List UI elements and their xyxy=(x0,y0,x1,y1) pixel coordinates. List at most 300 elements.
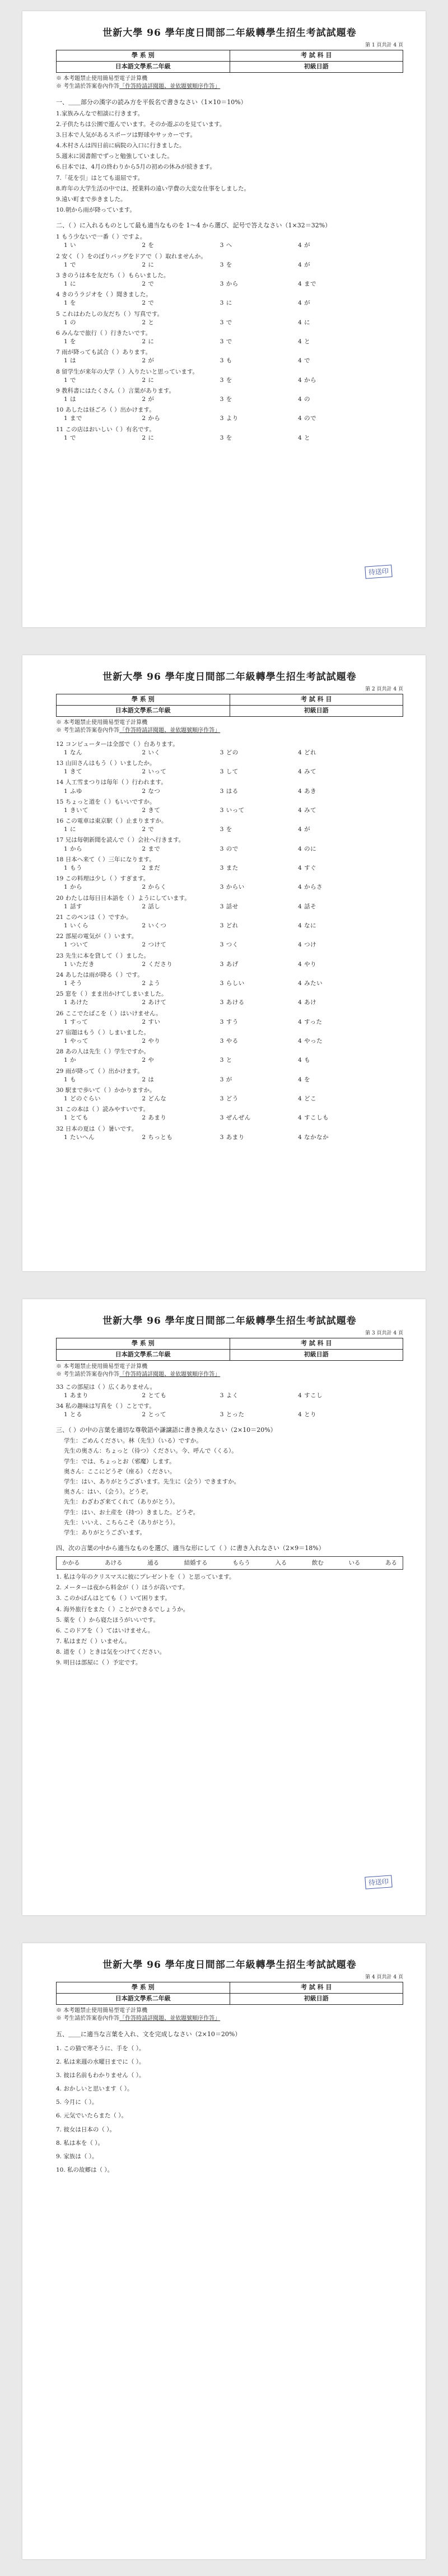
answer-option: 3 が xyxy=(220,1076,232,1083)
answer-option: 2 いくつ xyxy=(142,922,167,930)
subject-label: 考 試 科 目 xyxy=(230,1982,403,1994)
word-box xyxy=(56,1556,403,1570)
answer-option: 3 を xyxy=(220,434,232,441)
question: 10 あしたは昼ごろ（ ）出かけます。 xyxy=(56,407,155,414)
answer-option: 2 で xyxy=(142,281,155,288)
question: 4. 海外旅行をまた（ ）ことができるでしょうか。 xyxy=(56,1606,189,1613)
answer-option: 4 どれ xyxy=(298,749,317,756)
answer-option: 2 が xyxy=(142,357,155,365)
question: 26 ここでたばこを（ ）はいけません。 xyxy=(56,1010,162,1017)
answer-option: 1 から xyxy=(64,884,83,891)
note-2: ※ 考生請於答案卷內作答「作答時請詳閱題、並依題號順序作答」 xyxy=(56,2015,221,2022)
question: 4.木村さんは四日前に病院の入口に行きました。 xyxy=(56,142,185,150)
answer-option: 3 よく xyxy=(220,1392,239,1399)
question: 1. 私は今年のクリスマスに彼にプレゼントを（ ）と思っています。 xyxy=(56,1574,235,1581)
answer-option: 2 が xyxy=(142,396,155,403)
answer-option: 4 すこしも xyxy=(298,1114,329,1122)
answer-option: 1 か xyxy=(64,1057,77,1064)
answer-options xyxy=(64,960,403,968)
answer-options xyxy=(64,825,403,833)
question: 1 もう少ないで一番（ ）ですよ。 xyxy=(56,234,146,241)
question: 24 あしたは雨が降る（ ）です。 xyxy=(56,971,143,978)
answer-options xyxy=(64,357,403,365)
exam-page-1 xyxy=(22,11,426,627)
answer-option: 4 あき xyxy=(298,787,317,795)
question: 5. 薬を（ ）から寝たほうがいいです。 xyxy=(56,1616,159,1623)
answer-option: 3 から xyxy=(220,281,239,288)
dialogue-line: 学生：はい、ありがとうございます。先生に（会う）できますか。 xyxy=(64,1478,240,1485)
question: 2. メーターは夜から料金が（ ）ほうが高いです。 xyxy=(56,1584,189,1592)
answer-option: 4 みて xyxy=(298,806,317,814)
answer-options xyxy=(64,299,403,307)
note-1: ※ 本考題禁止使用簡易型電子計算機 xyxy=(56,719,148,726)
question: 7.「花を引」はとても退屈です。 xyxy=(56,174,144,181)
section-5-list xyxy=(56,2045,403,2174)
stamp: 待送印 xyxy=(365,1875,392,1889)
answer-option: 1 とても xyxy=(64,1114,89,1122)
answer-option: 2 まだ xyxy=(142,865,161,871)
question: 25 窓を（ ）まま出かけてしまいました。 xyxy=(56,991,167,998)
answer-option: 2 と xyxy=(142,319,155,326)
answer-option: 1 の xyxy=(64,319,77,326)
answer-options xyxy=(64,1114,403,1122)
answer-options xyxy=(64,845,403,853)
answer-option: 1 を xyxy=(64,338,77,346)
answer-option: 2 話し xyxy=(142,903,161,910)
answer-options xyxy=(64,1133,403,1141)
dept-label: 學 系 別 xyxy=(57,1982,230,1994)
answer-option: 2 に xyxy=(142,261,155,268)
dept-value: 日本語文學系二年級 xyxy=(57,61,230,72)
section-1-list xyxy=(56,110,403,214)
answer-option: 1 やって xyxy=(64,1038,89,1045)
answer-option: 1 どのぐらい xyxy=(64,1095,101,1103)
answer-option: 3 どの xyxy=(220,749,239,756)
answer-option: 4 みて xyxy=(298,768,317,776)
word: 結婚する xyxy=(184,1559,208,1566)
question: 34 私の趣味は写真を（ ）ことです。 xyxy=(56,1403,155,1410)
answer-options xyxy=(64,280,403,288)
answer-option: 2 あけて xyxy=(142,999,167,1006)
notes xyxy=(56,1363,403,1379)
dept-value: 日本語文學系二年級 xyxy=(57,1349,230,1360)
answer-options xyxy=(64,922,403,930)
subject-value: 初級日語 xyxy=(230,705,403,716)
answer-option: 2 きて xyxy=(142,806,161,814)
question: 23 先生に本を貸して（ ）ました。 xyxy=(56,952,150,959)
answer-option: 3 と xyxy=(220,1057,232,1064)
exam-title: 世新大學 96 學年度日間部二年級轉學生招生考試試題卷 xyxy=(102,1959,357,1971)
answer-option: 3 を xyxy=(220,376,232,384)
question: 8 留学生が来年の大学（ ）入りたいと思っています。 xyxy=(56,368,199,375)
answer-option: 1 を xyxy=(64,300,77,307)
subject-value: 初級日語 xyxy=(230,1993,403,2004)
subject-label: 考 試 科 目 xyxy=(230,50,403,62)
note-1: ※ 本考題禁止使用簡易型電子計算機 xyxy=(56,2007,148,2014)
answer-option: 2 に xyxy=(142,338,155,346)
answer-option: 4 と xyxy=(298,434,311,441)
answer-option: 1 から xyxy=(64,845,83,852)
answer-option: 1 あまり xyxy=(64,1392,89,1399)
answer-option: 3 して xyxy=(220,768,239,776)
dialogue-line: 学生：ごめんください。林（先生）（いる）ですか。 xyxy=(64,1438,202,1445)
question: 3. このかばんはとても（ ）いて困ります。 xyxy=(56,1595,171,1602)
answer-option: 3 いって xyxy=(220,806,245,814)
answer-option: 3 ので xyxy=(220,845,239,852)
question: 9. 明日は部屋に（ ）予定です。 xyxy=(56,1659,142,1667)
page-number: 第 2 頁共計 4 頁 xyxy=(365,686,403,692)
answer-option: 2 まで xyxy=(142,845,161,852)
answer-option: 3 より xyxy=(220,415,239,422)
question: 2 安く（ ）をのぼりバッグをドアで（ ）取れませんか。 xyxy=(56,253,207,260)
answer-option: 4 みたい xyxy=(298,980,323,987)
question: 2.子供たちは公園で遊んでいます。そのか遊ぶのを見ています。 xyxy=(56,120,226,128)
answer-option: 2 は xyxy=(142,1076,155,1083)
question: 17 兄は毎朝新聞を読んで（ ）会社へ行きます。 xyxy=(56,837,185,844)
section-2-list-cont xyxy=(56,740,403,1141)
page-number: 第 3 頁共計 4 頁 xyxy=(365,1330,403,1336)
answer-option: 2 で xyxy=(142,300,155,307)
answer-options xyxy=(64,998,403,1006)
answer-option: 3 どう xyxy=(220,1095,239,1103)
answer-option: 2 いく xyxy=(142,749,161,756)
answer-option: 3 に xyxy=(220,300,232,307)
answer-option: 1 たいへん xyxy=(64,1133,95,1141)
answer-option: 3 また xyxy=(220,865,239,871)
header-table xyxy=(56,50,403,73)
answer-option: 4 からさ xyxy=(298,884,323,891)
question: 9 教科書にはたくさん（ ）言葉があります。 xyxy=(56,387,175,394)
answer-option: 2 やり xyxy=(142,1038,161,1045)
question: 29 雨が降って（ ）出かけます。 xyxy=(56,1067,143,1075)
question: 8. 私は本を（ ）。 xyxy=(56,2139,104,2146)
question: 14 人工雪まつりは毎年（ ）行われます。 xyxy=(56,779,167,786)
answer-option: 2 からく xyxy=(142,884,167,891)
page-number: 第 4 頁共計 4 頁 xyxy=(365,1974,403,1980)
question: 4 きのうラジオを（ ）聞きました。 xyxy=(56,291,152,298)
answer-option: 1 で xyxy=(64,434,77,441)
answer-option: 2 で xyxy=(142,826,155,833)
answer-option: 2 よう xyxy=(142,980,161,987)
question: 6. このドアを（ ）てはいけません。 xyxy=(56,1627,154,1634)
dept-label: 學 系 別 xyxy=(57,694,230,706)
question: 12 コンピューターは全部で（ ）台あります。 xyxy=(56,740,179,748)
answer-options xyxy=(64,338,403,346)
word: かかる xyxy=(62,1559,80,1566)
answer-option: 4 の xyxy=(298,396,311,403)
question: 2. 私は来週の水曜日までに（ ）。 xyxy=(56,2058,145,2065)
answer-option: 1 話す xyxy=(64,903,83,910)
note-2: ※ 考生請於答案卷內作答「作答時請詳閱題、並依題號順序作答」 xyxy=(56,1371,221,1378)
answer-options xyxy=(64,806,403,814)
word: 飲む xyxy=(311,1559,324,1566)
question: 8. 道を（ ）ときは気をつけてください。 xyxy=(56,1649,166,1656)
answer-option: 1 きて xyxy=(64,768,83,776)
stamp: 待送印 xyxy=(365,564,392,578)
answer-option: 4 のに xyxy=(298,845,317,852)
subject-value: 初級日語 xyxy=(230,1349,403,1360)
answer-options xyxy=(64,903,403,911)
answer-option: 4 やった xyxy=(298,1038,323,1045)
answer-options xyxy=(64,1056,403,1064)
dialogue-line: 奥さん：はい、（会う）。どうぞ。 xyxy=(64,1488,152,1496)
word: もらう xyxy=(232,1559,250,1566)
section-3-title: 三、（ ）の中の言葉を適切な尊敬語や謙譲語に書き換えなさい（2×10＝20%） xyxy=(56,1426,277,1434)
answer-option: 4 と xyxy=(298,338,311,346)
answer-option: 4 あけ xyxy=(298,999,317,1006)
answer-option: 3 を xyxy=(220,396,232,403)
section-5-title: 五、＿＿に適当な言葉を入れ、文を完成しなさい（2×10＝20%） xyxy=(56,2030,241,2038)
subject-label: 考 試 科 目 xyxy=(230,1338,403,1350)
answer-option: 2 に xyxy=(142,376,155,384)
question: 30 駅まで歩いて（ ）かかりますか。 xyxy=(56,1086,156,1094)
answer-option: 1 あけた xyxy=(64,999,89,1006)
answer-option: 1 とる xyxy=(64,1411,83,1418)
answer-options xyxy=(64,434,403,442)
answer-option: 3 らしい xyxy=(220,980,245,987)
exam-title: 世新大學 96 學年度日間部二年級轉學生招生考試試題卷 xyxy=(102,27,357,39)
answer-option: 3 へ xyxy=(220,242,232,249)
answer-option: 4 が xyxy=(298,300,311,307)
answer-option: 1 で xyxy=(64,376,77,384)
word: あける xyxy=(105,1559,123,1566)
question: 21 このペンは（ ）ですか。 xyxy=(56,913,132,921)
note-2: ※ 考生請於答案卷內作答「作答時請詳閱題、並依題號順序作答」 xyxy=(56,727,221,734)
question: 9.遠い町まで歩きました。 xyxy=(56,195,127,203)
notes xyxy=(56,719,403,735)
answer-options xyxy=(64,1392,403,1399)
question: 3.日本で人気があるスポーツは野球やサッカーです。 xyxy=(56,131,197,138)
question: 1.家族みんなで相談に行きます。 xyxy=(56,110,144,117)
answer-options xyxy=(64,319,403,326)
answer-option: 4 すった xyxy=(298,1018,323,1025)
dialogue-line: 先生：わざわざ来てくれて（ありがとう）。 xyxy=(64,1499,179,1506)
answer-option: 3 で xyxy=(220,319,232,326)
page-number: 第 1 頁共計 4 頁 xyxy=(365,42,403,48)
notes xyxy=(56,75,403,91)
answer-options xyxy=(64,1411,403,1418)
question: 6. 元気でいたらまた（ ）。 xyxy=(56,2112,127,2120)
question: 5. 今月に（ ）。 xyxy=(56,2099,98,2106)
answer-option: 1 に xyxy=(64,281,77,288)
dialogue-line: 学生：はい、お土産を（持つ）きました。どうぞ。 xyxy=(64,1509,199,1516)
note-1: ※ 本考題禁止使用簡易型電子計算機 xyxy=(56,75,148,82)
section-2-list-end xyxy=(56,1383,403,1419)
header-table xyxy=(56,1982,403,2005)
word: ある xyxy=(385,1559,397,1566)
answer-option: 1 すって xyxy=(64,1018,88,1025)
answer-options xyxy=(64,1037,403,1045)
answer-options xyxy=(64,1076,403,1084)
answer-option: 4 すぐ xyxy=(298,865,317,871)
answer-option: 3 やる xyxy=(220,1038,239,1045)
question: 5 これはわたしの友だち（ ）写真です。 xyxy=(56,310,164,318)
answer-option: 3 を xyxy=(220,261,232,268)
question: 10.朝から雨が降っています。 xyxy=(56,207,136,214)
question: 18 日本へ来て（ ）三年になります。 xyxy=(56,856,155,863)
answer-option: 4 やり xyxy=(298,960,317,968)
exam-title: 世新大學 96 學年度日間部二年級轉學生招生考試試題卷 xyxy=(102,1315,357,1327)
answer-option: 4 とり xyxy=(298,1411,317,1418)
answer-option: 4 が xyxy=(298,261,311,268)
word: 通る xyxy=(147,1559,160,1566)
answer-option: 2 すい xyxy=(142,1018,161,1025)
question: 27 宿題はもう（ ）しまいました。 xyxy=(56,1029,150,1036)
notes xyxy=(56,2007,403,2023)
question: 7. 私はまだ（ ）いません。 xyxy=(56,1638,130,1645)
answer-option: 1 は xyxy=(64,396,77,403)
question: 22 部屋の電気が（ ）います。 xyxy=(56,933,138,940)
question: 20 わたしは毎日日本語を（ ）ようにしています。 xyxy=(56,894,190,902)
answer-option: 1 いくら xyxy=(64,922,89,930)
answer-option: 3 あける xyxy=(220,999,245,1006)
dept-value: 日本語文學系二年級 xyxy=(57,705,230,716)
question: 28 あの人は先生（ ）学生ですか。 xyxy=(56,1048,150,1056)
word: いる xyxy=(348,1559,361,1566)
answer-option: 2 に xyxy=(142,434,155,441)
answer-option: 4 話そ xyxy=(298,903,317,910)
answer-option: 1 は xyxy=(64,357,77,365)
subject-value: 初級日語 xyxy=(230,61,403,72)
question: 3. 彼は名前もわかりません（ ）。 xyxy=(56,2071,145,2079)
word: 入る xyxy=(275,1559,287,1566)
answer-option: 4 すこし xyxy=(298,1392,323,1399)
section-1-title: 一、＿＿部分の漢字の読み方を平仮名で書きなさい（1×10＝10%） xyxy=(56,98,247,106)
subject-label: 考 試 科 目 xyxy=(230,694,403,706)
answer-options xyxy=(64,1018,403,1026)
answer-option: 1 い xyxy=(64,242,77,249)
answer-option: 2 くださり xyxy=(142,960,173,968)
answer-option: 4 どこ xyxy=(298,1095,317,1103)
note-2: ※ 考生請於答案卷內作答「作答時請詳閱題、並依題號順序作答」 xyxy=(56,83,221,90)
answer-option: 3 で xyxy=(220,338,232,346)
answer-option: 2 なつ xyxy=(142,787,161,795)
question: 11 この店はおいしい（ ）有名です。 xyxy=(56,426,155,433)
answer-option: 4 つけ xyxy=(298,941,317,949)
answer-options xyxy=(64,1095,403,1103)
answer-option: 1 ふゆ xyxy=(64,787,83,795)
answer-options xyxy=(64,979,403,987)
answer-options xyxy=(64,864,403,872)
question: 15 ちょっと道を（ ）もいいですか。 xyxy=(56,798,156,805)
exam-page-3 xyxy=(22,1299,426,1915)
answer-options xyxy=(64,883,403,891)
answer-option: 2 を xyxy=(142,242,155,249)
question: 32 日本の夏は（ ）暑いです。 xyxy=(56,1125,138,1132)
dialogue-line: 先生：いいえ、こちらこそ（ありがとう）。 xyxy=(64,1519,179,1526)
answer-option: 2 どんな xyxy=(142,1095,167,1103)
answer-options xyxy=(64,941,403,949)
answer-option: 3 どれ xyxy=(220,922,239,930)
question: 10. 私の故郷は（ ）。 xyxy=(56,2167,114,2174)
section-2-title: 二、（ ）に入れるものとして最も適当なものを 1〜4 から選び、記号で答えなさい（1×32＝32%） xyxy=(56,222,332,230)
answer-option: 3 を xyxy=(220,826,232,833)
answer-option: 2 ちっとも xyxy=(142,1133,173,1141)
question: 33 この部屋は（ ）広くありません。 xyxy=(56,1383,156,1390)
dept-label: 學 系 別 xyxy=(57,50,230,62)
answer-options xyxy=(64,261,403,269)
answer-option: 1 も xyxy=(64,1076,77,1083)
answer-options xyxy=(64,749,403,757)
answer-option: 4 で xyxy=(298,357,311,365)
answer-options xyxy=(64,768,403,776)
answer-option: 4 を xyxy=(298,1076,311,1083)
question: 4. おかしいと思います（ ）。 xyxy=(56,2085,133,2093)
answer-option: 3 も xyxy=(220,357,232,365)
exam-title: 世新大學 96 學年度日間部二年級轉學生招生考試試題卷 xyxy=(102,671,357,683)
note-1: ※ 本考題禁止使用簡易型電子計算機 xyxy=(56,1363,148,1370)
answer-option: 2 とって xyxy=(142,1411,167,1418)
answer-option: 3 とった xyxy=(220,1411,245,1418)
answer-option: 1 きいて xyxy=(64,806,89,814)
question: 3 きのうは本を友だち（ ）もらいました。 xyxy=(56,272,170,279)
answer-option: 4 が xyxy=(298,826,311,833)
exam-page-4 xyxy=(22,1943,426,2559)
answer-option: 3 ぜんぜん xyxy=(220,1114,251,1122)
answer-option: 4 が xyxy=(298,242,311,249)
answer-options xyxy=(64,376,403,384)
answer-option: 2 や xyxy=(142,1057,155,1064)
question: 19 この料理は少し（ ）すぎます。 xyxy=(56,875,150,883)
question: 1. この猫で寒そうに、手を（ ）。 xyxy=(56,2045,145,2052)
question: 13 山田さんはもう（ ）いましたか。 xyxy=(56,760,156,767)
answer-options xyxy=(64,414,403,422)
answer-option: 1 そう xyxy=(64,980,83,987)
answer-option: 3 あまり xyxy=(220,1133,245,1141)
question: 6 みんなで旅行（ ）行きたいです。 xyxy=(56,329,152,337)
answer-option: 4 なに xyxy=(298,922,317,930)
answer-option: 4 から xyxy=(298,376,317,384)
answer-option: 4 も xyxy=(298,1057,311,1064)
answer-option: 2 つけて xyxy=(142,941,167,949)
answer-options xyxy=(64,241,403,249)
dialogue-line: 学生：ありがとうございます。 xyxy=(64,1529,146,1536)
answer-option: 3 つく xyxy=(220,941,239,949)
question: 16 この電車は東京駅（ ）止まりますか。 xyxy=(56,818,167,825)
answer-option: 1 で xyxy=(64,261,77,268)
answer-option: 4 に xyxy=(298,319,311,326)
exam-page-2 xyxy=(22,655,426,1271)
answer-options xyxy=(64,787,403,795)
header-table xyxy=(56,694,403,717)
section-4-title: 四、次の言葉の中から適当なものを選び、適当な形にして（ ）に書き入れなさい（2×9＝18%） xyxy=(56,1544,325,1552)
answer-option: 1 いただき xyxy=(64,960,95,968)
header-table xyxy=(56,1338,403,1361)
section-3-dialogue xyxy=(56,1437,403,1537)
question: 5.週末に図書館でずっと勉強していました。 xyxy=(56,153,173,160)
answer-option: 1 ついて xyxy=(64,941,89,949)
answer-option: 2 とても xyxy=(142,1392,167,1399)
question: 31 この本は（ ）読みやすいです。 xyxy=(56,1106,150,1113)
answer-option: 3 からい xyxy=(220,884,245,891)
answer-option: 3 すう xyxy=(220,1018,239,1025)
answer-option: 3 あげ xyxy=(220,960,239,968)
question: 7. 彼女は日本の（ ）。 xyxy=(56,2126,115,2133)
dept-label: 學 系 別 xyxy=(57,1338,230,1350)
dialogue-line: 学生：では、ちょっとお（邪魔）します。 xyxy=(64,1458,175,1465)
answer-option: 4 まで xyxy=(298,281,317,288)
answer-option: 1 まで xyxy=(64,415,83,422)
dialogue-line: 先生の奥さん：ちょっと（待つ）ください。今、呼んで（くる）。 xyxy=(64,1448,237,1455)
answer-option: 2 から xyxy=(142,415,161,422)
question: 9. 家族は（ ）。 xyxy=(56,2153,98,2160)
question: 6.日本では、4月の終わりから5月の初めの休みが続きます。 xyxy=(56,164,216,171)
answer-option: 2 あまり xyxy=(142,1114,167,1122)
question: 8.昨年の大学生活の中では、授業料の遠い学費の大変な仕事をしました。 xyxy=(56,185,250,192)
dialogue-line: 奥さん：ここにどうぞ（座る）ください。 xyxy=(64,1468,176,1475)
answer-option: 4 ので xyxy=(298,415,317,422)
answer-option: 4 なかなか xyxy=(298,1133,329,1141)
